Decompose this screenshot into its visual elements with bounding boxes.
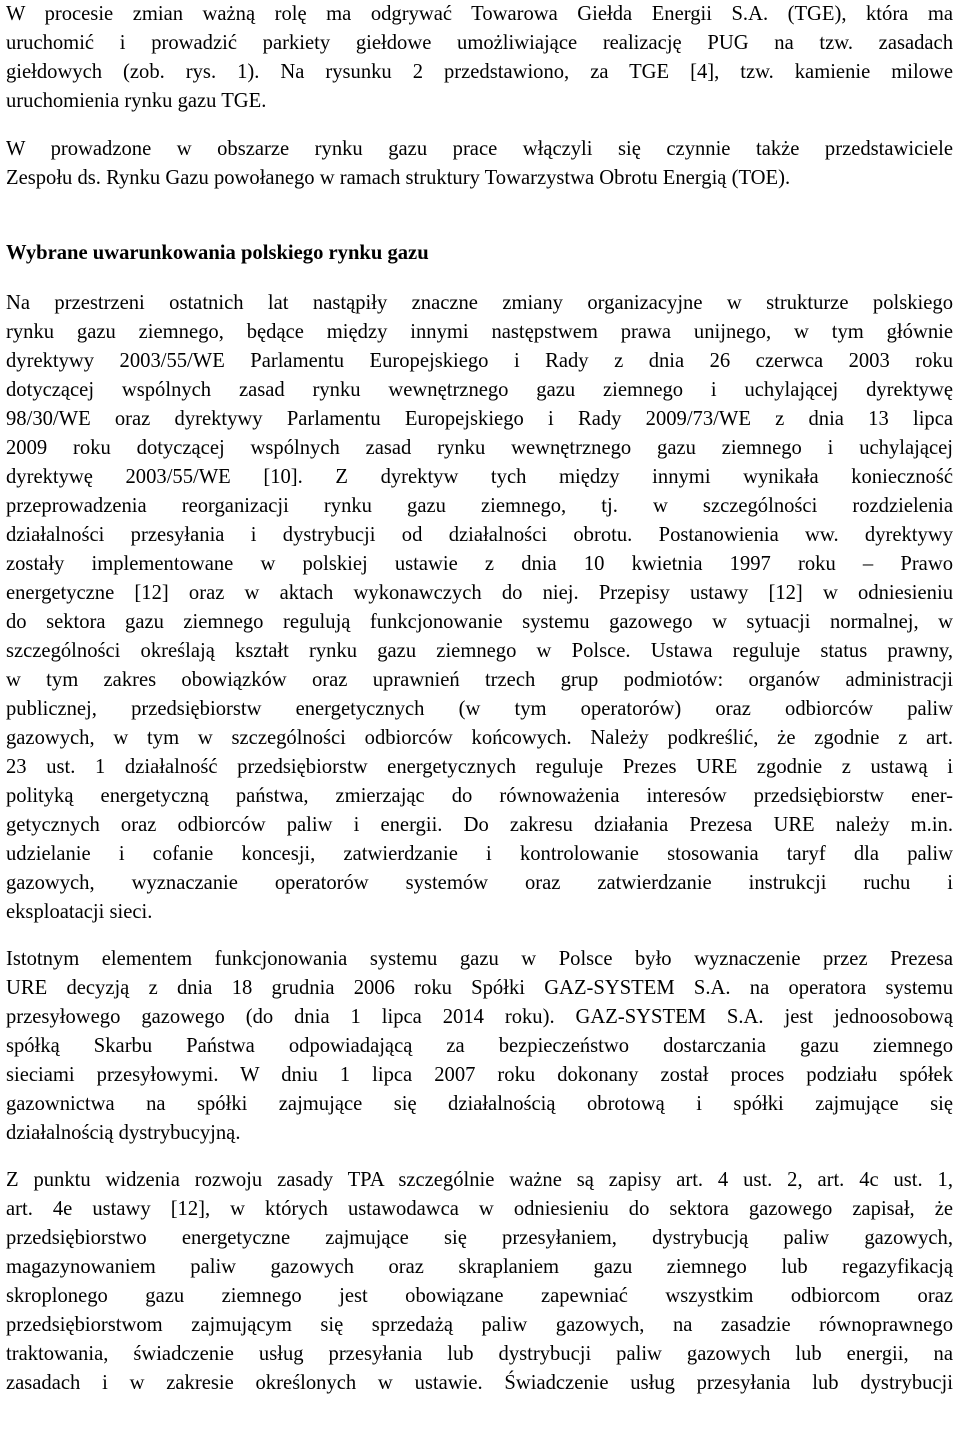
text-line: 98/30/WE oraz dyrektywy Parlamentu Europejskiego i Rady 2009/73/WE z dnia 13 lipca xyxy=(6,408,953,430)
text-line: przesyłowego gazowego (do dnia 1 lipca 2014 roku). GAZ-SYSTEM S.A. jest jednoosobową xyxy=(6,1006,953,1028)
text-line: art. 4e ustawy [12], w których ustawodawca w odniesieniu do sektora gazowego zapisał, że xyxy=(6,1198,953,1220)
text-line: uruchomić i prowadzić parkiety giełdowe umożliwiające realizację PUG na tzw. zasadach xyxy=(6,32,953,54)
text-line: działalnością dystrybucyjną. xyxy=(6,1122,241,1144)
text-line: URE decyzją z dnia 18 grudnia 2006 roku Spółki GAZ-SYSTEM S.A. na operatora systemu xyxy=(6,977,953,999)
text-line: Zespołu ds. Rynku Gazu powołanego w ramach struktury Towarzystwa Obrotu Energią (TOE). xyxy=(6,167,791,189)
text-line: skroplonego gazu ziemnego jest obowiązane zapewniać wszystkim odbiorcom oraz xyxy=(6,1285,953,1307)
text-line: getycznych oraz odbiorców paliw i energii. Do zakresu działania Prezesa URE należy m.in. xyxy=(6,814,953,836)
paragraph xyxy=(6,0,953,116)
text-line: rynku gazu ziemnego, będące między innymi następstwem prawa unijnego, w tym głównie xyxy=(6,321,953,343)
text-line: 23 ust. 1 działalność przedsiębiorstw energetycznych reguluje Prezes URE zgodnie z ustawą i xyxy=(6,756,953,778)
text-line: dyrektywy 2003/55/WE Parlamentu Europejskiego i Rady z dnia 26 czerwca 2003 roku xyxy=(6,350,953,372)
text-line: udzielanie i cofanie koncesji, zatwierdzanie i kontrolowanie stosowania taryf dla paliw xyxy=(6,843,953,865)
text-line: gazowych, wyznaczanie operatorów systemów oraz zatwierdzanie instrukcji ruchu i xyxy=(6,872,953,894)
text-line: dotyczącej wspólnych zasad rynku wewnętrznego gazu ziemnego i uchylającej dyrektywę xyxy=(6,379,953,401)
text-line: przedsiębiorstwo energetyczne zajmujące się przesyłaniem, dystrybucją paliw gazowych, xyxy=(6,1227,953,1249)
section-heading-text: Wybrane uwarunkowania polskiego rynku gazu xyxy=(6,242,429,264)
text-line: W prowadzone w obszarze rynku gazu prace włączyli się czynnie także przedstawiciele xyxy=(6,138,953,160)
text-line: Z punktu widzenia rozwoju zasady TPA szczególnie ważne są zapisy art. 4 ust. 2, art. 4c ust. 1, xyxy=(6,1169,953,1191)
text-line: spółką Skarbu Państwa odpowiadającą za bezpieczeństwo dostarczania gazu ziemnego xyxy=(6,1035,953,1057)
text-line: gazownictwa na spółki zajmujące się działalnością obrotową i spółki zajmujące się xyxy=(6,1093,953,1115)
paragraph xyxy=(6,289,953,927)
text-line: traktowania, świadczenie usług przesyłania lub dystrybucji paliw gazowych lub energii, na xyxy=(6,1343,953,1365)
text-line: uruchomienia rynku gazu TGE. xyxy=(6,90,267,112)
text-line: energetyczne [12] oraz w aktach wykonawczych do niej. Przepisy ustawy [12] w odniesieniu xyxy=(6,582,953,604)
text-line: zasadach i w zakresie określonych w ustawie. Świadczenie usług przesyłania lub dystrybucji xyxy=(6,1372,953,1394)
text-line: magazynowaniem paliw gazowych oraz skraplaniem gazu ziemnego lub regazyfikacją xyxy=(6,1256,953,1278)
text-line: do sektora gazu ziemnego regulują funkcjonowanie systemu gazowego w sytuacji normalnej, w xyxy=(6,611,953,633)
section-heading xyxy=(6,239,953,268)
text-line: Istotnym elementem funkcjonowania systemu gazu w Polsce było wyznaczenie przez Prezesa xyxy=(6,948,953,970)
text-line: szczególności określają kształt rynku gazu ziemnego w Polsce. Ustawa reguluje status prawny, xyxy=(6,640,953,662)
text-line: giełdowych (zob. rys. 1). Na rysunku 2 przedstawiono, za TGE [4], tzw. kamienie milowe xyxy=(6,61,953,83)
text-line: 2009 roku dotyczącej wspólnych zasad rynku wewnętrznego gazu ziemnego i uchylającej xyxy=(6,437,953,459)
text-line: przedsiębiorstwom zajmującym się sprzedażą paliw gazowych, na zasadzie równoprawnego xyxy=(6,1314,953,1336)
text-line: dyrektywę 2003/55/WE [10]. Z dyrektyw tych między innymi wynikała konieczność xyxy=(6,466,953,488)
text-line: przeprowadzenia reorganizacji rynku gazu ziemnego, tj. w szczególności rozdzielenia xyxy=(6,495,953,517)
text-line: W procesie zmian ważną rolę ma odgrywać Towarowa Giełda Energii S.A. (TGE), która ma xyxy=(6,3,953,25)
paragraph xyxy=(6,1166,953,1398)
text-line: sieciami przesyłowymi. W dniu 1 lipca 2007 roku dokonany został proces podziału spółek xyxy=(6,1064,953,1086)
text-line: działalności przesyłania i dystrybucji od działalności obrotu. Postanowienia ww. dyrektywy xyxy=(6,524,953,546)
paragraph xyxy=(6,135,953,193)
text-line: publicznej, przedsiębiorstw energetycznych (w tym operatorów) oraz odbiorców paliw xyxy=(6,698,953,720)
text-line: Na przestrzeni ostatnich lat nastąpiły znaczne zmiany organizacyjne w strukturze polskiego xyxy=(6,292,953,314)
text-line: w tym zakres obowiązków oraz uprawnień trzech grup podmiotów: organów administracji xyxy=(6,669,953,691)
text-line: zostały implementowane w polskiej ustawie z dnia 10 kwietnia 1997 roku – Prawo xyxy=(6,553,953,575)
text-line: eksploatacji sieci. xyxy=(6,901,153,923)
paragraph xyxy=(6,945,953,1148)
text-line: gazowych, w tym w szczególności odbiorców końcowych. Należy podkreślić, że zgodnie z art. xyxy=(6,727,953,749)
text-line: polityką energetyczną państwa, zmierzając do równoważenia interesów przedsiębiorstw ener- xyxy=(6,785,953,807)
